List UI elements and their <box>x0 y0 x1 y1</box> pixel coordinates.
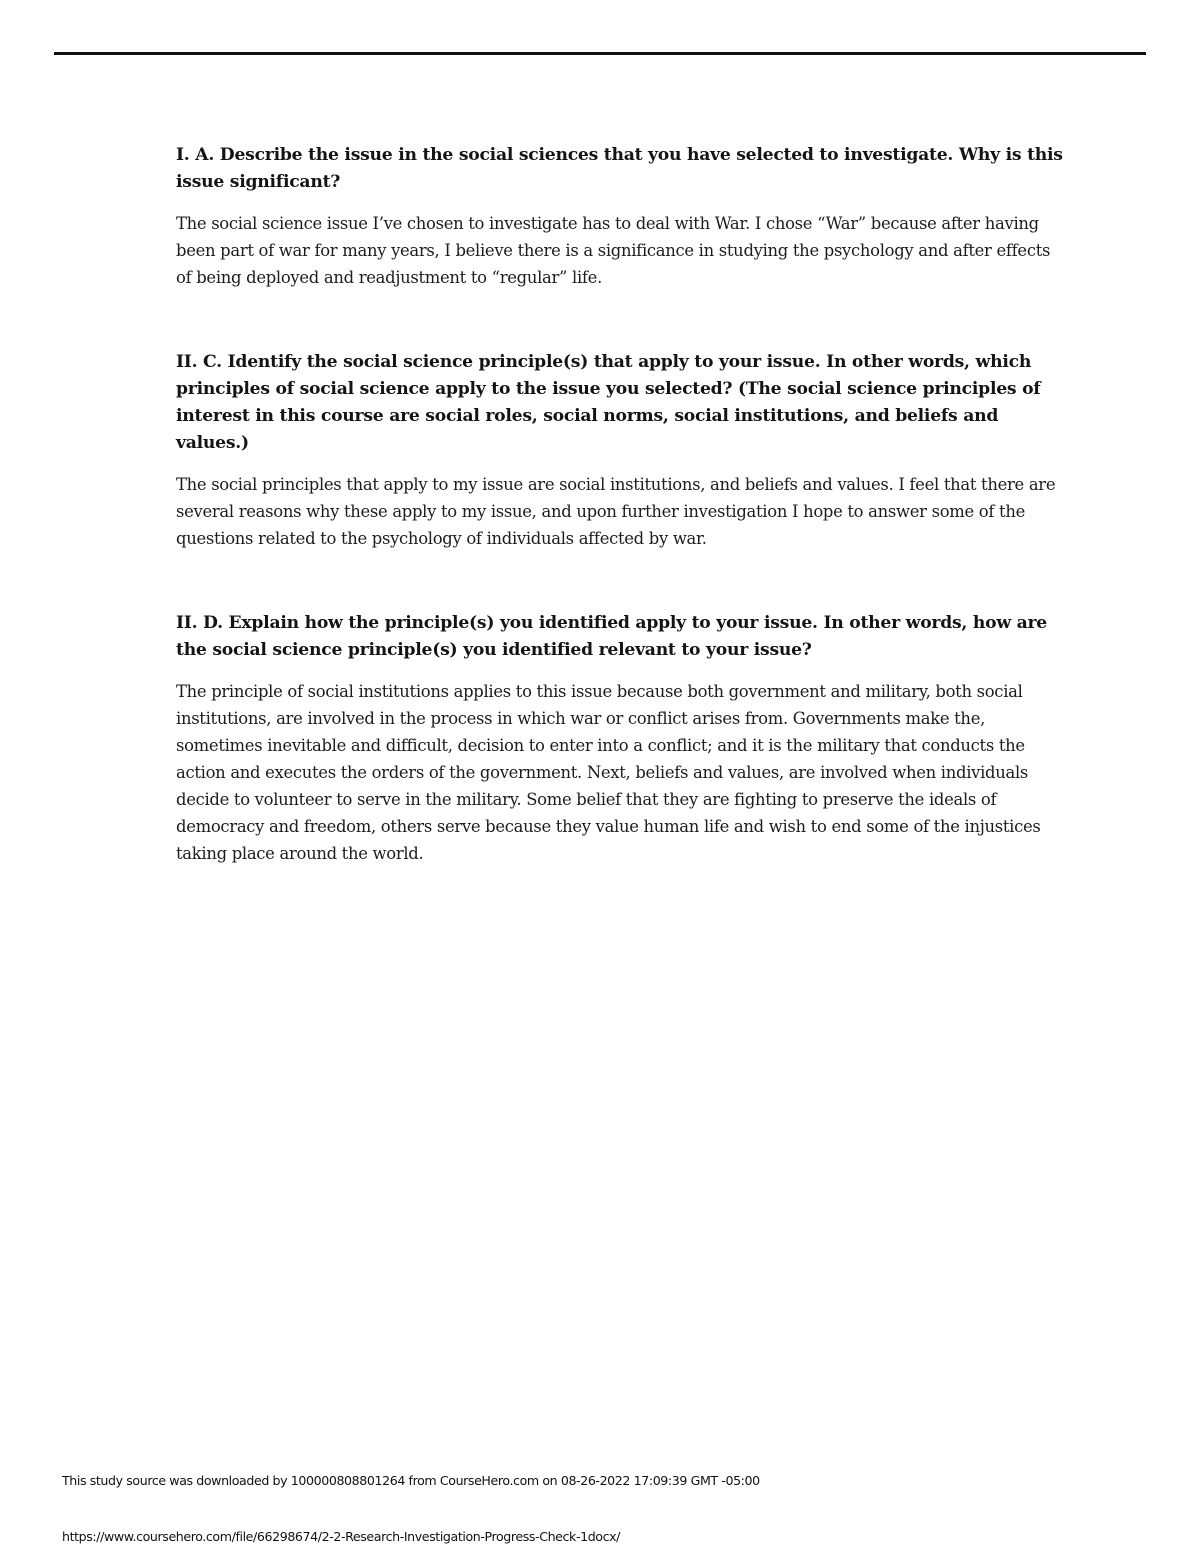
document-body <box>176 142 1066 925</box>
source-url: https://www.coursehero.com/file/66298674/2-2-Research-Investigation-Progress-Check-1docx/ <box>62 1529 621 1544</box>
answer-paragraph: The social principles that apply to my issue are social institutions, and beliefs and values. I feel that there are several reasons why these apply to my issue, and upon further investigation I hope to answer some of the questions related to the psychology of individuals affected by war. <box>176 475 1056 548</box>
top-horizontal-rule <box>54 52 1146 55</box>
question-heading: I. A. Describe the issue in the social sciences that you have selected to investigate. Why is this issue significant? <box>176 145 1063 192</box>
answer-paragraph: The principle of social institutions applies to this issue because both government and military, both social institutions, are involved in the process in which war or conflict arises from. Governments make the, sometimes inevitable and difficult, decision to enter into a conflict; and it is the military that conducts the action and executes the orders of the government. Next, beliefs and values, are involved when individuals decide to volunteer to serve in the military. Some belief that they are fighting to preserve the ideals of democracy and freedom, others serve because they value human life and wish to end some of the injustices taking place around the world. <box>176 682 1041 863</box>
section-issue-description <box>176 142 1066 291</box>
section-principles-explained <box>176 610 1066 867</box>
question-heading: II. C. Identify the social science principle(s) that apply to your issue. In other words, which principles of social science apply to the issue you selected? (The social science principles of interest in this course are social roles, social norms, social institutions, and beliefs and values.) <box>176 352 1041 453</box>
download-source-note: This study source was downloaded by 100000808801264 from CourseHero.com on 08-26-2022 17:09:39 GMT -05:00 <box>62 1473 760 1488</box>
section-principles-identified <box>176 349 1066 552</box>
question-heading: II. D. Explain how the principle(s) you identified apply to your issue. In other words, how are the social science principle(s) you identified relevant to your issue? <box>176 613 1047 660</box>
answer-paragraph: The social science issue I’ve chosen to investigate has to deal with War. I chose “War” because after having been part of war for many years, I believe there is a significance in studying the psychology and after effects of being deployed and readjustment to “regular” life. <box>176 214 1051 287</box>
